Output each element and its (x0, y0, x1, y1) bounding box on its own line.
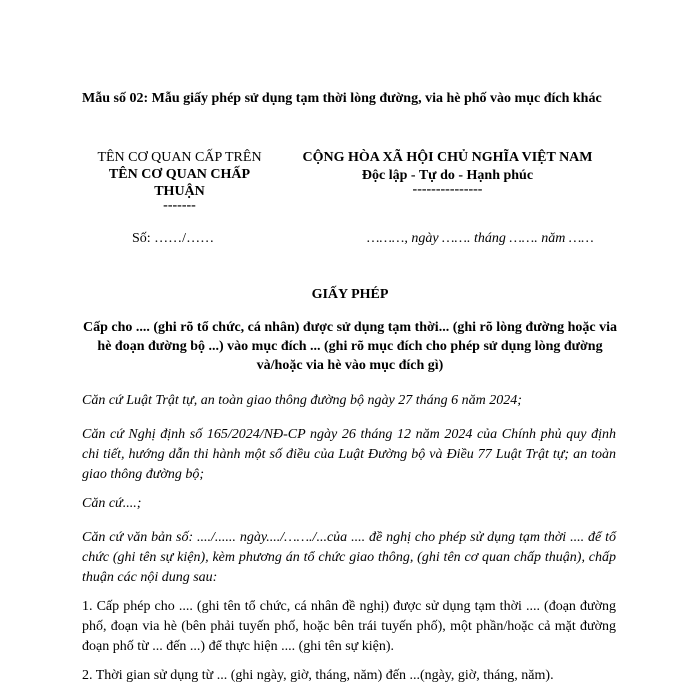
legal-basis-3: Căn cứ....; (82, 496, 142, 511)
clause-2: 2. Thời gian sử dụng từ ... (ghi ngày, giờ, tháng, năm) đến ...(ngày, giờ, tháng, năm). (82, 668, 554, 683)
national-header (280, 149, 615, 195)
legal-basis-1: Căn cứ Luật Trật tự, an toàn giao thông đường bộ ngày 27 tháng 6 năm 2024; (82, 393, 522, 408)
agency-underline: ------- (163, 198, 196, 213)
issue-date: ………, ngày ……. tháng ……. năm …… (367, 231, 594, 246)
national-motto: Độc lập - Tự do - Hạnh phúc (361, 168, 534, 183)
document-title: GIẤY PHÉP (311, 287, 389, 302)
document-subtitle: Cấp cho .... (ghi rõ tổ chức, cá nhân) được sử dụng tạm thời... (ghi rõ lòng đường hoặc via hè đoạn đường bộ ...) vào mục đích ... (ghi rõ mục đích cho phép sử dụng lòng đường và/hoặc via hè vào mục đích gì) (82, 320, 618, 373)
issuing-agency-header (82, 149, 277, 212)
country-name: CỘNG HÒA XÃ HỘI CHỦ NGHĨA VIỆT NAM (302, 150, 593, 165)
superior-agency-name: TÊN CƠ QUAN CẤP TRÊN (97, 150, 262, 165)
legal-basis-4: Căn cứ văn bản số: ..../...... ngày..../……./...của .... đề nghị cho phép sử dụng tạm thời .... để tổ chức (ghi tên sự kiện), kèm phương án tổ chức giao thông, (ghi tên cơ quan chấp thuận), chấp thuận các nội dung sau: (82, 530, 616, 585)
clause-1: 1. Cấp phép cho .... (ghi tên tổ chức, cá nhân đề nghị) được sử dụng tạm thời .... (đoạn đường phố, đoạn via hè (bên phải tuyến phố, hoặc bên trái tuyến phố), một phần/hoặc cả mặt đường đoạn phố từ ... đến ...) để thực hiện .... (ghi tên sự kiện). (82, 599, 616, 654)
approving-agency-name-line1: TÊN CƠ QUAN CHẤP (108, 167, 251, 182)
form-title: Mẫu số 02: Mẫu giấy phép sử dụng tạm thời lòng đường, via hè phố vào mục đích khác (82, 91, 602, 106)
motto-underline: --------------- (412, 182, 483, 197)
document-number: Số: ……/…… (132, 231, 215, 246)
legal-basis-2: Căn cứ Nghị định số 165/2024/NĐ-CP ngày 26 tháng 12 năm 2024 của Chính phủ quy định chi tiết, hướng dẫn thi hành một số điều của Luật Đường bộ và Điều 77 Luật Trật tự; an toàn giao thông đường bộ; (82, 427, 616, 482)
approving-agency-name-line2: THUẬN (154, 184, 205, 199)
